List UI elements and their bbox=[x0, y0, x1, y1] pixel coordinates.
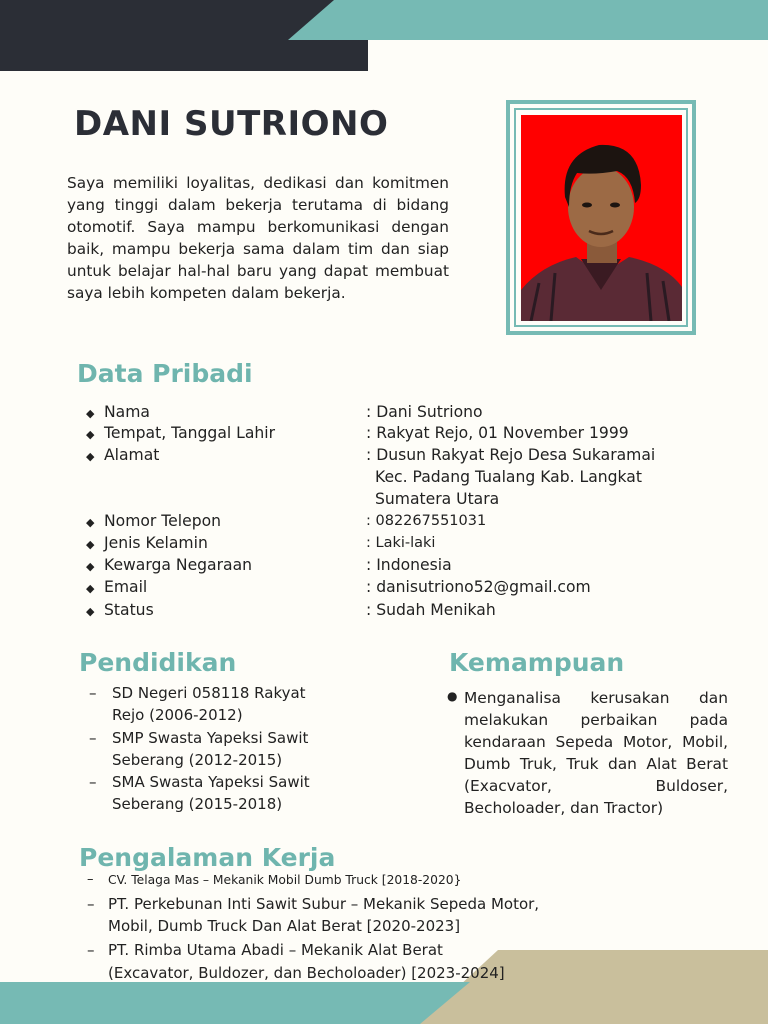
row-value: : Dani Sutriono bbox=[366, 403, 483, 421]
section-heading-kemampuan: Kemampuan bbox=[449, 648, 625, 677]
diamond-bullet-icon: ◆ bbox=[86, 605, 95, 618]
diamond-bullet-icon: ◆ bbox=[86, 582, 95, 595]
dash-bullet-icon: – bbox=[89, 773, 97, 791]
row-value: : Rakyat Rejo, 01 November 1999 bbox=[366, 424, 629, 442]
row-label: Tempat, Tanggal Lahir bbox=[104, 424, 276, 442]
education-item-sd-line2: Rejo (2006-2012) bbox=[112, 706, 243, 724]
row-value: : 082267551031 bbox=[366, 513, 487, 529]
row-label: Nomor Telepon bbox=[104, 512, 222, 530]
diamond-bullet-icon: ◆ bbox=[86, 407, 95, 420]
row-value-line2: Kec. Padang Tualang Kab. Langkat bbox=[375, 468, 642, 486]
row-label: Nama bbox=[104, 403, 150, 421]
diamond-bullet-icon: ◆ bbox=[86, 560, 95, 573]
education-item-sma-line2: Seberang (2015-2018) bbox=[112, 795, 283, 813]
experience-item-3-line1: PT. Rimba Utama Abadi – Mekanik Alat Berat bbox=[108, 941, 443, 959]
education-item-smp-line2: Seberang (2012-2015) bbox=[112, 751, 283, 769]
diamond-bullet-icon: ◆ bbox=[86, 428, 95, 441]
section-heading-pendidikan: Pendidikan bbox=[79, 648, 237, 677]
dash-bullet-icon: – bbox=[89, 684, 97, 702]
row-label: Status bbox=[104, 601, 154, 619]
dash-bullet-icon: – bbox=[87, 941, 95, 959]
candidate-name: DANI SUTRIONO bbox=[74, 104, 389, 144]
dash-bullet-icon: – bbox=[87, 895, 95, 913]
dash-bullet-icon: – bbox=[89, 729, 97, 747]
diamond-bullet-icon: ◆ bbox=[86, 516, 95, 529]
personal-row-alamat bbox=[0, 444, 768, 510]
row-value: : Indonesia bbox=[366, 556, 452, 574]
dash-bullet-icon: – bbox=[87, 872, 94, 887]
dot-bullet-icon: ● bbox=[447, 689, 458, 703]
education-item-smp-line1: SMP Swasta Yapeksi Sawit bbox=[112, 729, 309, 747]
person-silhouette-icon bbox=[521, 115, 682, 321]
diamond-bullet-icon: ◆ bbox=[86, 538, 95, 551]
row-label: Kewarga Negaraan bbox=[104, 556, 253, 574]
education-item-sma-line1: SMA Swasta Yapeksi Sawit bbox=[112, 773, 310, 791]
experience-item-1: CV. Telaga Mas – Mekanik Mobil Dumb Truck [2018-2020} bbox=[108, 873, 462, 887]
row-value: : Sudah Menikah bbox=[366, 601, 496, 619]
row-value: : Laki-laki bbox=[366, 535, 436, 551]
footer-tan-band bbox=[418, 950, 768, 1024]
row-label: Alamat bbox=[104, 446, 160, 464]
header-teal-band bbox=[288, 0, 768, 40]
profile-photo bbox=[521, 115, 682, 321]
row-value: : danisutriono52@gmail.com bbox=[366, 578, 591, 596]
diamond-bullet-icon: ◆ bbox=[86, 450, 95, 463]
experience-item-2-line1: PT. Perkebunan Inti Sawit Subur – Mekanik Sepeda Motor, bbox=[108, 895, 540, 913]
experience-item-3-line2: (Excavator, Buldozer, dan Becholoader) [2023-2024] bbox=[108, 964, 505, 982]
education-item-sd-line1: SD Negeri 058118 Rakyat bbox=[112, 684, 306, 702]
section-heading-pengalaman-kerja: Pengalaman Kerja bbox=[79, 843, 336, 872]
row-label: Email bbox=[104, 578, 148, 596]
row-value-line1: : Dusun Rakyat Rejo Desa Sukaramai bbox=[366, 446, 656, 464]
experience-item-2-line2: Mobil, Dumb Truck Dan Alat Berat [2020-2023] bbox=[108, 917, 461, 935]
row-label: Jenis Kelamin bbox=[104, 534, 208, 552]
row-value-line3: Sumatera Utara bbox=[375, 490, 500, 508]
profile-summary: Saya memiliki loyalitas, dedikasi dan komitmen yang tinggi dalam bekerja terutama di bidang otomotif. Saya mampu berkomunikasi dengan baik, mampu bekerja sama dalam tim dan siap untuk belajar hal-hal baru yang dapat membuat saya lebih kompeten dalam bekerja. bbox=[67, 174, 449, 302]
section-heading-data-pribadi: Data Pribadi bbox=[77, 359, 253, 388]
skill-description: Menganalisa kerusakan dan melakukan perbaikan pada kendaraan Sepeda Motor, Mobil, Dumb Truk, Truk dan Alat Berat (Exacvator, Buldoser, Becholoader, dan Tractor) bbox=[464, 689, 728, 817]
